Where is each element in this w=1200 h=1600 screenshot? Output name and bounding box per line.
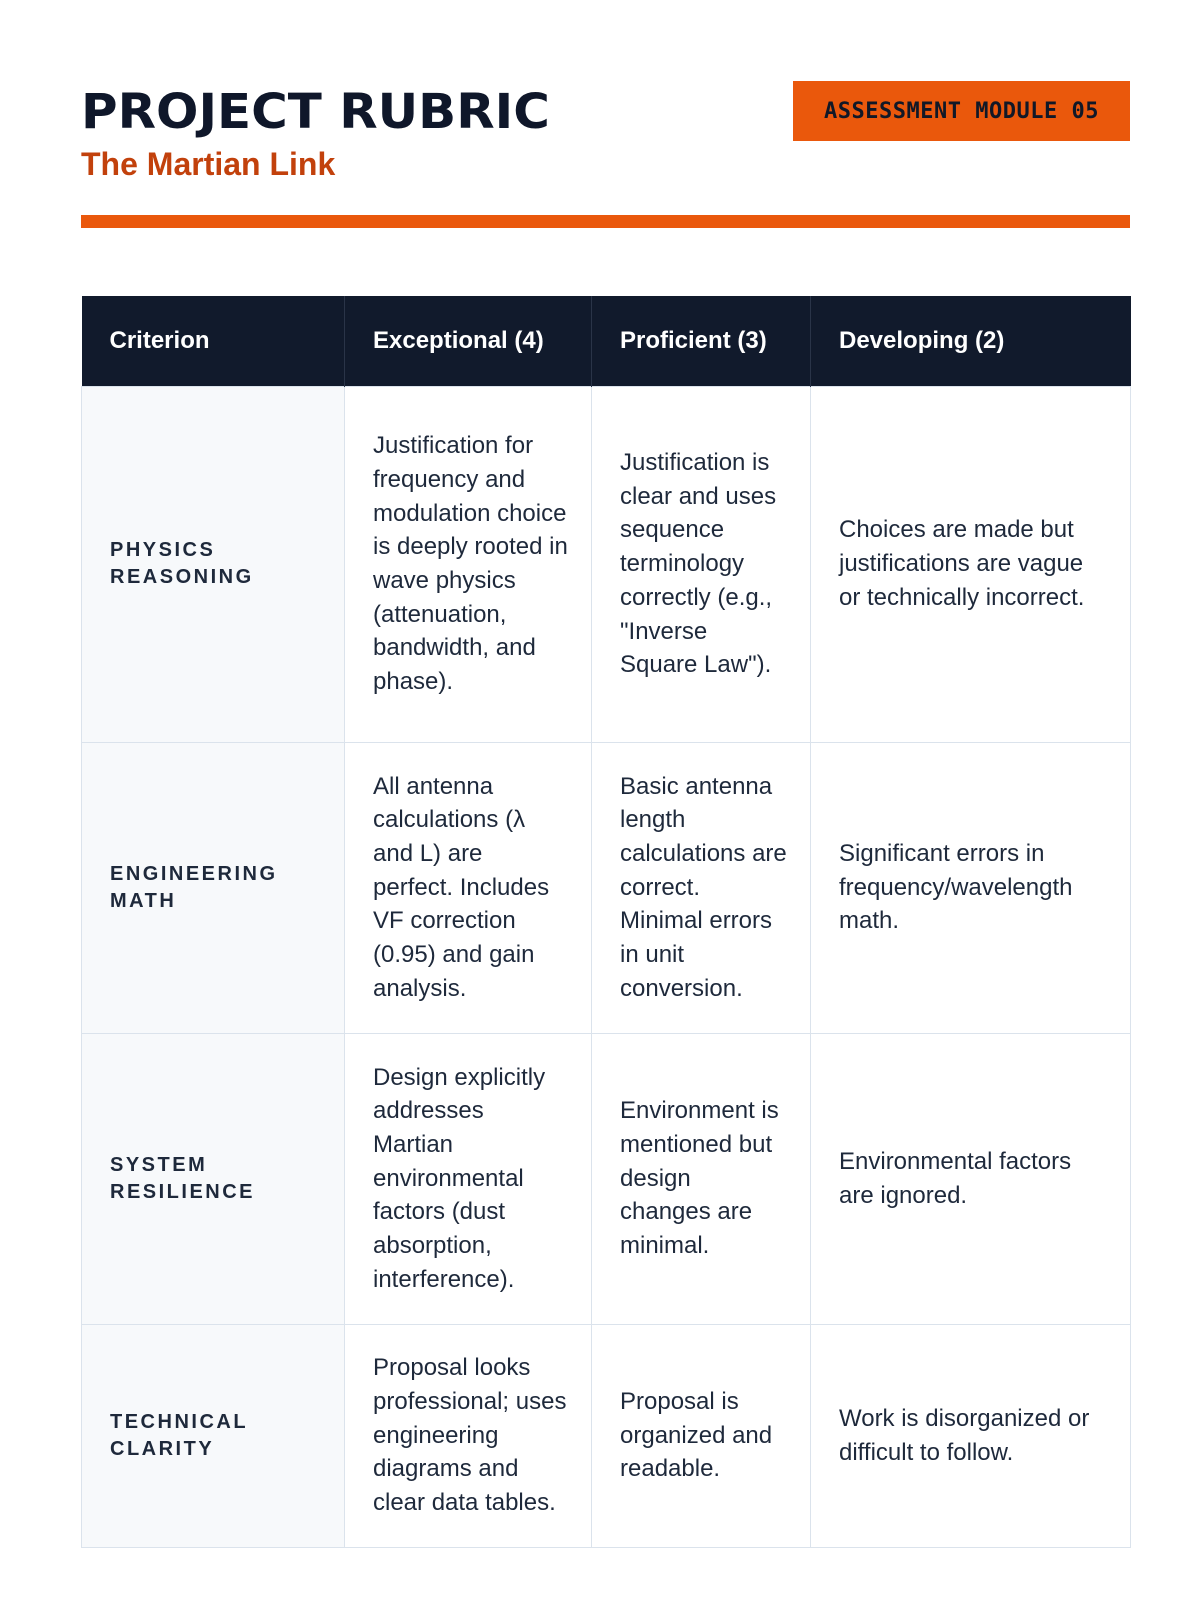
exceptional-cell: Justification for frequency and modulation choice is deeply rooted in wave physics (attenuation, bandwidth, and phase). — [345, 386, 592, 742]
column-header-proficient: Proficient (3) — [592, 296, 811, 386]
developing-cell: Environmental factors are ignored. — [811, 1033, 1131, 1324]
column-header-developing: Developing (2) — [811, 296, 1131, 386]
table-body — [82, 386, 1131, 1547]
criterion-cell: TECHNICAL CLARITY — [82, 1324, 345, 1547]
developing-cell: Significant errors in frequency/wavelength math. — [811, 742, 1131, 1033]
exceptional-cell: Proposal looks professional; uses engineering diagrams and clear data tables. — [345, 1324, 592, 1547]
column-header-exceptional: Exceptional (4) — [345, 296, 592, 386]
column-header-criterion: Criterion — [82, 296, 345, 386]
developing-cell: Choices are made but justifications are vague or technically incorrect. — [811, 386, 1131, 742]
criterion-cell: ENGINEERING MATH — [82, 742, 345, 1033]
header-divider — [81, 215, 1130, 228]
proficient-cell: Justification is clear and uses sequence terminology correctly (e.g., "Inverse Square Law"). — [592, 386, 811, 742]
exceptional-cell: Design explicitly addresses Martian environmental factors (dust absorption, interference). — [345, 1033, 592, 1324]
table-row — [82, 386, 1131, 742]
developing-cell: Work is disorganized or difficult to follow. — [811, 1324, 1131, 1547]
table-row — [82, 742, 1131, 1033]
table-row — [82, 1033, 1131, 1324]
proficient-cell: Proposal is organized and readable. — [592, 1324, 811, 1547]
module-badge: ASSESSMENT MODULE 05 — [793, 81, 1130, 141]
proficient-cell: Environment is mentioned but design changes are minimal. — [592, 1033, 811, 1324]
criterion-cell: SYSTEM RESILIENCE — [82, 1033, 345, 1324]
exceptional-cell: All antenna calculations (λ and L) are perfect. Includes VF correction (0.95) and gain analysis. — [345, 742, 592, 1033]
proficient-cell: Basic antenna length calculations are correct. Minimal errors in unit conversion. — [592, 742, 811, 1033]
criterion-cell: PHYSICS REASONING — [82, 386, 345, 742]
table-header-row — [82, 296, 1131, 386]
table-header — [82, 296, 1131, 386]
page-subtitle: The Martian Link — [81, 146, 336, 182]
table-row — [82, 1324, 1131, 1547]
rubric-table — [81, 296, 1131, 1548]
page-title: PROJECT RUBRIC — [81, 84, 550, 140]
